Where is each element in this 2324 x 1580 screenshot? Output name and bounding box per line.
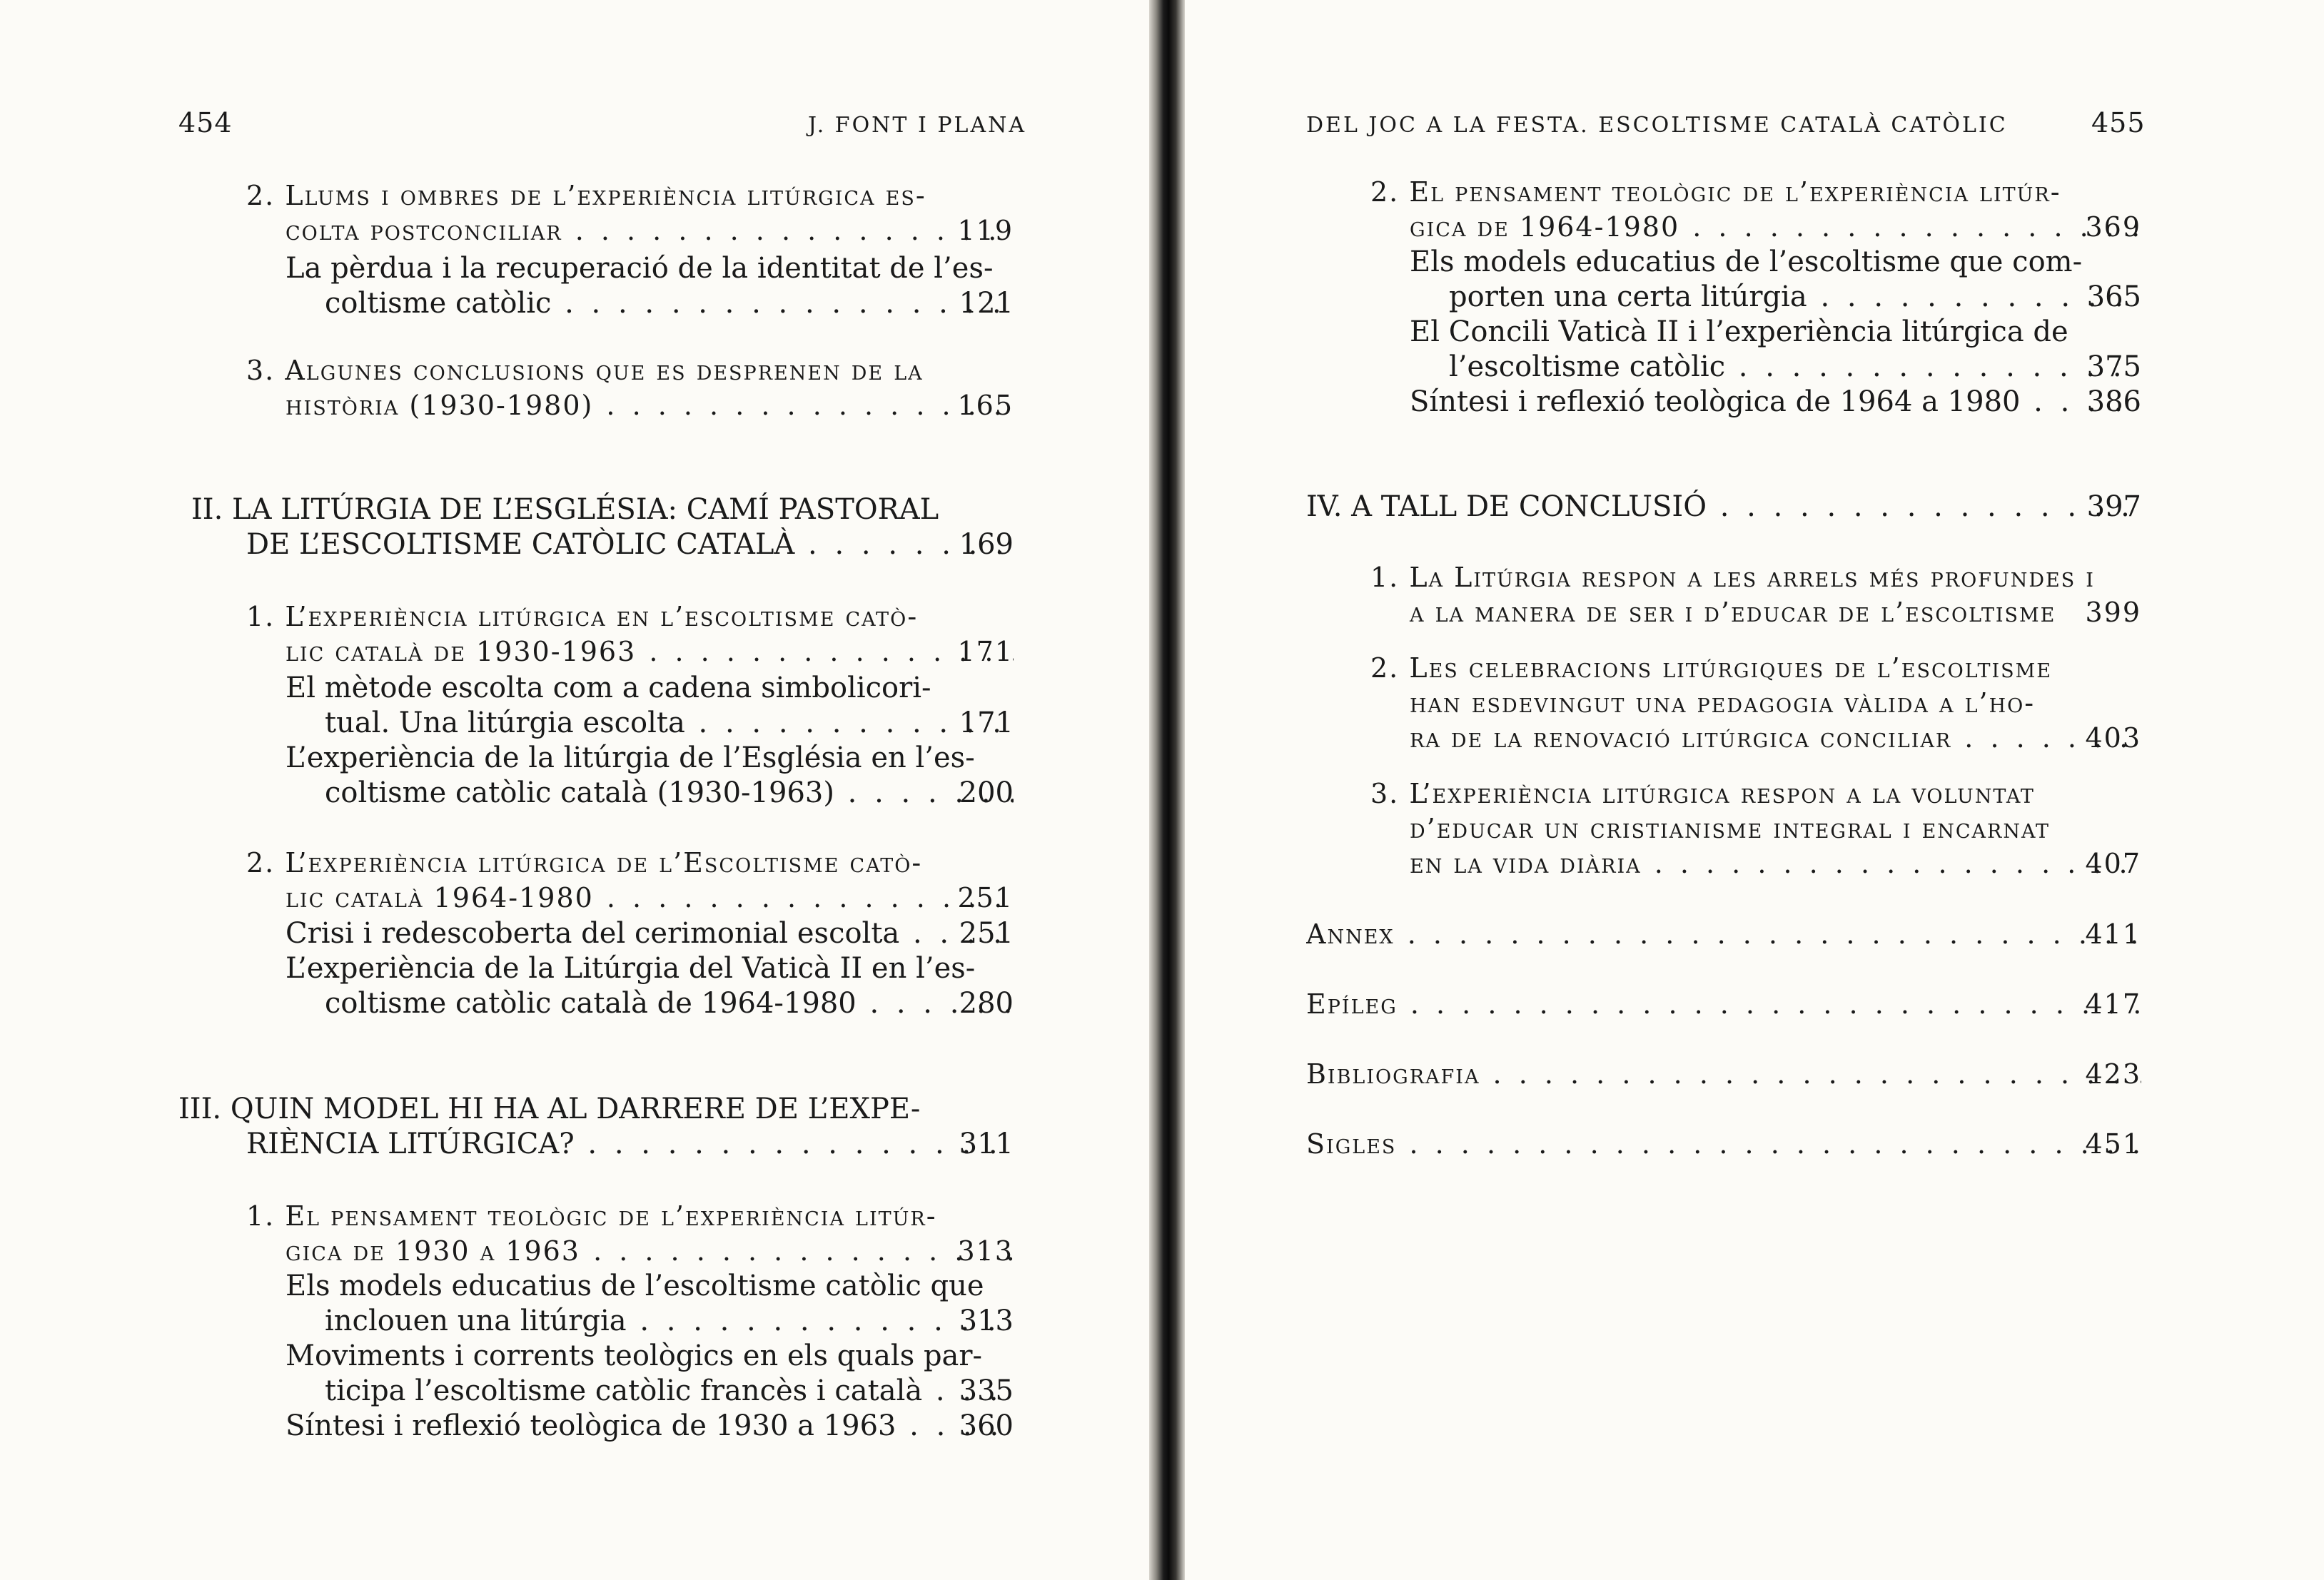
toc-entry	[1410, 315, 2141, 385]
toc-line: RIÈNCIA LITÚRGICA? . . . 311	[178, 1127, 1014, 1162]
toc-line: l’escoltisme catòlic . . . 375	[1410, 350, 2141, 385]
toc-line: L’experiència de la litúrgia de l’Església en l’es-	[286, 741, 975, 774]
toc-line: coltisme catòlic català de 1964-1980 . . . 280	[286, 986, 1014, 1021]
toc-line: 1. La Litúrgia respon a les arrels més profundes i	[1370, 562, 2095, 593]
toc-entry	[286, 1339, 1014, 1409]
toc-entry	[286, 671, 1014, 741]
page-number: 369	[2085, 211, 2141, 243]
toc-line: 2. L’experiència litúrgica de l’Escoltisme catò-	[246, 847, 923, 878]
page-number: 335	[959, 1374, 1014, 1407]
toc-line: tual. Una litúrgia escolta . . . 171	[286, 706, 1014, 741]
page-number: 121	[959, 287, 1014, 320]
toc-line: Epíleg . . . 417	[1306, 987, 2141, 1022]
toc-line: III. QUIN MODEL HI HA AL DARRERE DE L’EXPE-	[178, 1093, 921, 1125]
toc-line: 3. Algunes conclusions que es desprenen de la	[246, 355, 924, 386]
page-number: 360	[959, 1409, 1014, 1442]
page-number: 311	[959, 1128, 1014, 1160]
toc-entry	[286, 1269, 1014, 1339]
page-number: 165	[957, 390, 1014, 421]
page-number: 119	[957, 215, 1014, 246]
toc-line: 2. El pensament teològic de l’experiència litúr-	[1370, 176, 2061, 208]
toc-line: Annex . . . 411	[1306, 917, 2141, 952]
page-number: 386	[2086, 385, 2141, 418]
toc-entry	[1370, 651, 2141, 756]
toc-line: 1. L’experiència litúrgica en l’escoltisme catò-	[246, 601, 919, 632]
toc-line: lic català 1964-1980 . . . 251	[246, 881, 1014, 916]
toc-line: IV. A TALL DE CONCLUSIÓ . . . 397	[1306, 490, 2141, 525]
right-running-head: DEL JOC A LA FESTA. ESCOLTISME CATALÀ CATÒLIC	[1306, 113, 2008, 138]
toc-entry	[1306, 987, 2141, 1022]
toc-entry	[246, 353, 1014, 423]
toc-line: Crisi i redescoberta del cerimonial escolta . . . 251	[286, 916, 1014, 951]
toc-line: ra de la renovació litúrgica conciliar . . . 403	[1370, 721, 2141, 756]
toc-line: d’educar un cristianisme integral i encarnat	[1410, 813, 2051, 844]
page-number: 411	[2085, 918, 2141, 950]
toc-line: en la vida diària . . . 407	[1370, 846, 2141, 881]
toc-line: Síntesi i reflexió teològica de 1964 a 1980 . . . 386	[1410, 385, 2141, 420]
toc-line: La pèrdua i la recuperació de la identitat de l’es-	[286, 252, 994, 285]
toc-line: Síntesi i reflexió teològica de 1930 a 1963 . . . 360	[286, 1409, 1014, 1444]
toc-line: inclouen una litúrgia . . . 313	[286, 1304, 1014, 1339]
toc-entry	[286, 1409, 1014, 1444]
toc-line: Moviments i corrents teològics en els quals par-	[286, 1340, 983, 1372]
toc-entry	[1306, 1057, 2141, 1092]
toc-entry	[286, 741, 1014, 811]
toc-line: 2. Les celebracions litúrgiques de l’escoltisme	[1370, 652, 2052, 684]
toc-line: han esdevingut una pedagogia vàlida a l’ho-	[1410, 687, 2036, 719]
page-number: 423	[2085, 1058, 2141, 1090]
page-number: 171	[959, 707, 1014, 739]
toc-line: Sigles . . . 451	[1306, 1127, 2141, 1162]
toc-line: colta postconciliar . . . 119	[246, 213, 1014, 248]
toc-entry	[246, 178, 1014, 248]
toc-line: coltisme catòlic . . . 121	[286, 286, 1014, 321]
toc-entry	[1410, 385, 2141, 420]
toc-entry	[286, 251, 1014, 321]
toc-line: Els models educatius de l’escoltisme que com-	[1410, 245, 2083, 278]
toc-line: Els models educatius de l’escoltisme catòlic que	[286, 1270, 984, 1302]
toc-entry	[1306, 917, 2141, 952]
page-number: 313	[957, 1235, 1014, 1267]
toc-entry	[286, 951, 1014, 1021]
page-number: 171	[957, 636, 1014, 667]
left-running-head: J. FONT I PLANA	[808, 113, 1027, 138]
page-number: 417	[2085, 988, 2141, 1020]
toc-entry	[1370, 560, 2141, 630]
toc-line: 1. El pensament teològic de l’experiència litúr-	[246, 1200, 937, 1232]
toc-line: gica de 1930 a 1963 . . . 313	[246, 1234, 1014, 1269]
toc-entry	[246, 1199, 1014, 1269]
page-number: 169	[959, 528, 1014, 561]
right-folio: 455	[2091, 107, 2146, 138]
book-gutter	[1149, 0, 1185, 1580]
toc-entry	[246, 846, 1014, 916]
toc-entry	[1410, 245, 2141, 315]
toc-entry	[1306, 1127, 2141, 1162]
toc-line: història (1930-1980) . . . 165	[246, 388, 1014, 423]
toc-entry	[1370, 776, 2141, 881]
toc-line: 2. Llums i ombres de l’experiència litúrgica es-	[246, 180, 926, 211]
toc-line: El Concili Vaticà II i l’experiència litúrgica de	[1410, 315, 2068, 348]
page-number: 251	[959, 917, 1014, 950]
toc-line: a la manera de ser i d’educar de l’escoltisme 399	[1370, 595, 2141, 630]
right-page	[1185, 0, 2324, 1580]
page-number: 313	[959, 1305, 1014, 1337]
toc-line: coltisme catòlic català (1930-1963) . . . 200	[286, 776, 1014, 811]
page-number: 375	[2086, 350, 2141, 383]
toc-line: gica de 1964-1980 . . . 369	[1370, 210, 2141, 245]
left-folio: 454	[178, 107, 233, 138]
page-number: 399	[2085, 597, 2141, 628]
page-number: 451	[2085, 1128, 2141, 1160]
toc-line: ticipa l’escoltisme catòlic francès i català . . . 335	[286, 1374, 1014, 1409]
toc-part-entry	[1306, 490, 2141, 525]
toc-line: lic català de 1930-1963 . . . 171	[246, 634, 1014, 669]
toc-line: 3. L’experiència litúrgica respon a la voluntat	[1370, 778, 2035, 809]
toc-part-entry	[191, 492, 1014, 562]
toc-entry	[246, 599, 1014, 669]
toc-line: El mètode escolta com a cadena simbolicori-	[286, 672, 931, 704]
toc-part-entry	[178, 1092, 1014, 1162]
toc-line: L’experiència de la Litúrgia del Vaticà II en l’es-	[286, 952, 976, 985]
toc-line: II. LA LITÚRGIA DE L’ESGLÉSIA: CAMÍ PASTORAL	[191, 493, 939, 526]
toc-line: DE L’ESCOLTISME CATÒLIC CATALÀ . . . 169	[191, 527, 1014, 562]
page-number: 407	[2085, 848, 2141, 879]
toc-entry	[1370, 175, 2141, 245]
page-number: 280	[959, 987, 1014, 1020]
page-number: 403	[2085, 722, 2141, 754]
page-number: 251	[957, 882, 1014, 913]
page-number: 397	[2086, 490, 2141, 523]
toc-line: Bibliografia . . . 423	[1306, 1057, 2141, 1092]
left-page	[0, 0, 1149, 1580]
toc-entry	[286, 916, 1014, 951]
page-number: 365	[2086, 280, 2141, 313]
toc-line: porten una certa litúrgia . . . 365	[1410, 280, 2141, 315]
page-number: 200	[959, 776, 1014, 809]
